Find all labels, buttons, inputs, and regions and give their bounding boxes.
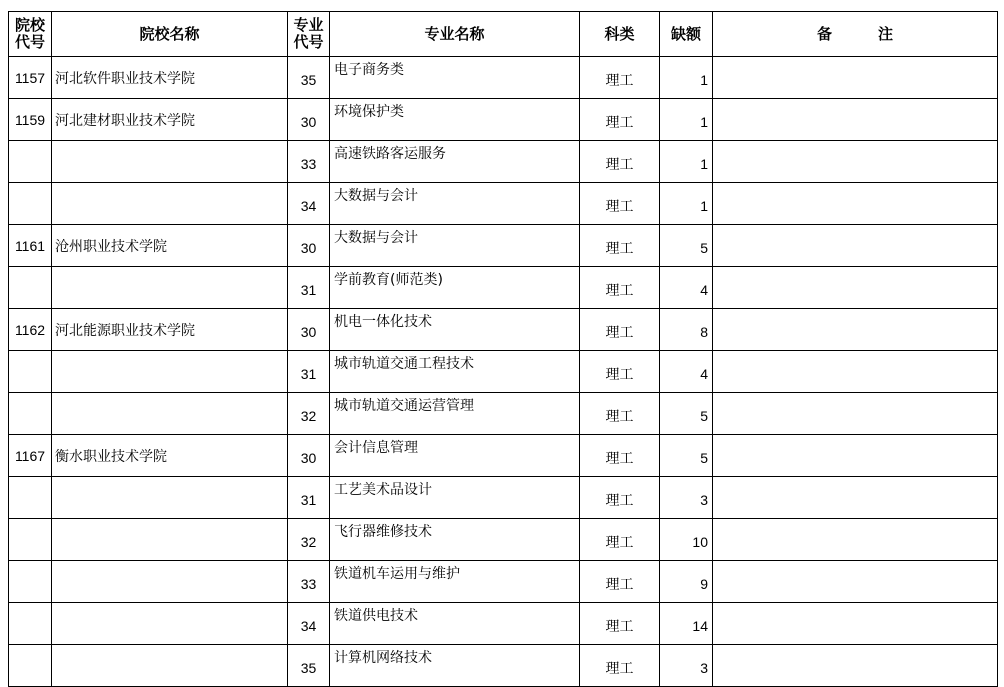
vacancy-cell: 1 (660, 141, 713, 183)
category-cell: 理工 (580, 603, 660, 645)
remark-cell (713, 267, 998, 309)
major-code-cell: 31 (288, 267, 330, 309)
vacancy-table (8, 11, 998, 687)
vacancy-cell: 3 (660, 645, 713, 687)
major-name-cell: 高速铁路客运服务 (330, 141, 580, 183)
remark-cell (713, 519, 998, 561)
major-code-cell: 32 (288, 519, 330, 561)
remark-cell (713, 351, 998, 393)
major-name-cell: 城市轨道交通运营管理 (330, 393, 580, 435)
school-code-cell (9, 141, 52, 183)
vacancy-cell: 5 (660, 225, 713, 267)
major-code-cell: 31 (288, 351, 330, 393)
school-name-cell (52, 561, 288, 603)
school-code-cell (9, 561, 52, 603)
table-row (9, 99, 998, 141)
school-name-cell (52, 645, 288, 687)
remark-cell (713, 477, 998, 519)
major-code-cell: 30 (288, 99, 330, 141)
header-vacancy: 缺额 (660, 12, 713, 57)
major-code-cell: 32 (288, 393, 330, 435)
header-school-name: 院校名称 (52, 12, 288, 57)
vacancy-cell: 3 (660, 477, 713, 519)
category-cell: 理工 (580, 435, 660, 477)
table-row (9, 141, 998, 183)
school-code-cell (9, 393, 52, 435)
school-name-cell (52, 267, 288, 309)
major-code-cell: 35 (288, 645, 330, 687)
major-name-cell: 会计信息管理 (330, 435, 580, 477)
school-name-cell (52, 141, 288, 183)
table-row (9, 603, 998, 645)
table-row (9, 393, 998, 435)
school-code-cell (9, 645, 52, 687)
header-major-code (288, 12, 330, 57)
header-remark-char2: 注 (878, 24, 894, 43)
school-code-cell: 1161 (9, 225, 52, 267)
vacancy-cell: 9 (660, 561, 713, 603)
major-code-cell: 30 (288, 225, 330, 267)
remark-cell (713, 561, 998, 603)
school-code-cell (9, 519, 52, 561)
header-school-code-line2: 代号 (14, 33, 45, 51)
major-code-cell: 33 (288, 141, 330, 183)
category-cell: 理工 (580, 267, 660, 309)
table-row (9, 435, 998, 477)
category-cell: 理工 (580, 519, 660, 561)
vacancy-cell: 1 (660, 183, 713, 225)
school-code-cell: 1162 (9, 309, 52, 351)
header-remark (713, 12, 998, 57)
header-major-name: 专业名称 (330, 12, 580, 57)
school-code-cell (9, 351, 52, 393)
school-code-cell: 1157 (9, 57, 52, 99)
school-name-cell (52, 393, 288, 435)
school-code-cell: 1167 (9, 435, 52, 477)
vacancy-cell: 8 (660, 309, 713, 351)
major-code-cell: 30 (288, 309, 330, 351)
vacancy-cell: 5 (660, 435, 713, 477)
table-row (9, 561, 998, 603)
major-name-cell: 工艺美术品设计 (330, 477, 580, 519)
major-name-cell: 城市轨道交通工程技术 (330, 351, 580, 393)
category-cell: 理工 (580, 645, 660, 687)
vacancy-cell: 10 (660, 519, 713, 561)
school-code-cell (9, 603, 52, 645)
table-row (9, 477, 998, 519)
header-major-code-line2: 代号 (293, 33, 324, 51)
header-major-code-line1: 专业 (293, 16, 324, 34)
major-code-cell: 33 (288, 561, 330, 603)
major-name-cell: 机电一体化技术 (330, 309, 580, 351)
remark-cell (713, 435, 998, 477)
remark-cell (713, 183, 998, 225)
category-cell: 理工 (580, 99, 660, 141)
remark-cell (713, 645, 998, 687)
school-name-cell (52, 519, 288, 561)
table-row (9, 57, 998, 99)
major-name-cell: 飞行器维修技术 (330, 519, 580, 561)
school-code-cell (9, 183, 52, 225)
school-name-cell: 衡水职业技术学院 (52, 435, 288, 477)
school-name-cell (52, 477, 288, 519)
table-header (9, 12, 998, 57)
vacancy-table-container (8, 11, 998, 687)
major-name-cell: 大数据与会计 (330, 225, 580, 267)
major-name-cell: 计算机网络技术 (330, 645, 580, 687)
vacancy-cell: 1 (660, 57, 713, 99)
remark-cell (713, 141, 998, 183)
major-name-cell: 铁道机车运用与维护 (330, 561, 580, 603)
header-school-code (9, 12, 52, 57)
school-name-cell (52, 351, 288, 393)
remark-cell (713, 225, 998, 267)
remark-cell (713, 99, 998, 141)
remark-cell (713, 603, 998, 645)
school-name-cell (52, 183, 288, 225)
major-name-cell: 电子商务类 (330, 57, 580, 99)
school-name-cell (52, 603, 288, 645)
category-cell: 理工 (580, 57, 660, 99)
school-name-cell: 河北能源职业技术学院 (52, 309, 288, 351)
major-name-cell: 铁道供电技术 (330, 603, 580, 645)
category-cell: 理工 (580, 183, 660, 225)
major-name-cell: 学前教育(师范类) (330, 267, 580, 309)
table-row (9, 267, 998, 309)
vacancy-cell: 1 (660, 99, 713, 141)
major-code-cell: 30 (288, 435, 330, 477)
major-code-cell: 34 (288, 603, 330, 645)
category-cell: 理工 (580, 561, 660, 603)
category-cell: 理工 (580, 351, 660, 393)
remark-cell (713, 309, 998, 351)
school-code-cell (9, 477, 52, 519)
school-code-cell (9, 267, 52, 309)
category-cell: 理工 (580, 141, 660, 183)
header-remark-char1: 备 (816, 24, 832, 43)
remark-cell (713, 57, 998, 99)
vacancy-cell: 14 (660, 603, 713, 645)
table-row (9, 225, 998, 267)
remark-cell (713, 393, 998, 435)
category-cell: 理工 (580, 225, 660, 267)
header-school-code-line1: 院校 (14, 16, 45, 34)
table-row (9, 183, 998, 225)
category-cell: 理工 (580, 393, 660, 435)
school-name-cell: 沧州职业技术学院 (52, 225, 288, 267)
header-category: 科类 (580, 12, 660, 57)
table-row (9, 519, 998, 561)
major-code-cell: 31 (288, 477, 330, 519)
school-code-cell: 1159 (9, 99, 52, 141)
major-code-cell: 34 (288, 183, 330, 225)
vacancy-cell: 5 (660, 393, 713, 435)
category-cell: 理工 (580, 477, 660, 519)
major-name-cell: 大数据与会计 (330, 183, 580, 225)
table-row (9, 309, 998, 351)
table-row (9, 645, 998, 687)
vacancy-cell: 4 (660, 351, 713, 393)
major-code-cell: 35 (288, 57, 330, 99)
category-cell: 理工 (580, 309, 660, 351)
table-body (9, 57, 998, 687)
school-name-cell: 河北软件职业技术学院 (52, 57, 288, 99)
school-name-cell: 河北建材职业技术学院 (52, 99, 288, 141)
major-name-cell: 环境保护类 (330, 99, 580, 141)
header-row (9, 12, 998, 57)
table-row (9, 351, 998, 393)
vacancy-cell: 4 (660, 267, 713, 309)
